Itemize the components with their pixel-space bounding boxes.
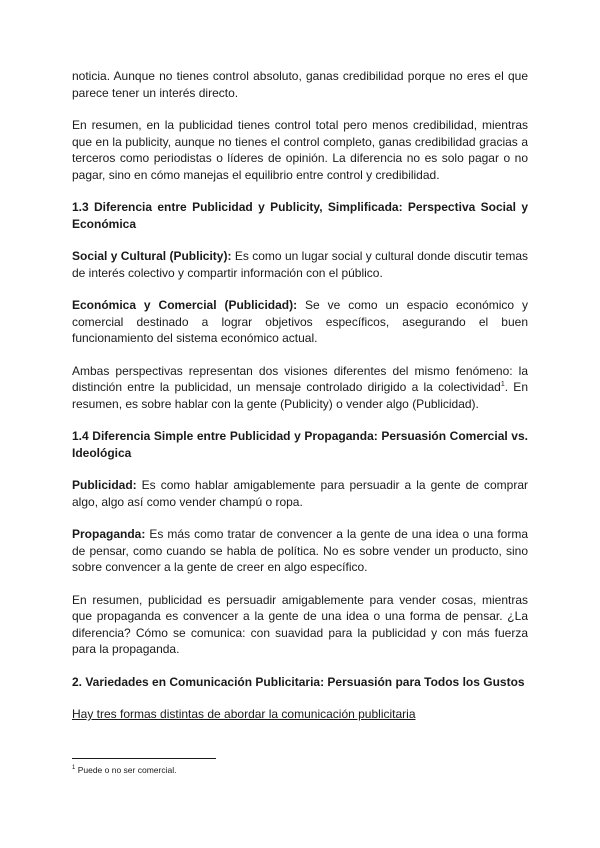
text-economica-comercial: Se ve como un espacio económico y comercial destinado a lograr objetivos específicos, asegurando el buen funcionamiento del sistema económico actual. [72, 298, 528, 345]
paragraph-summary-control: En resumen, en la publicidad tienes control total pero menos credibilidad, mientras que en la publicity, aunque no tienes el control completo, ganas credibilidad gracias a terceros como periodistas o líderes de opinión. La diferencia no es solo pagar o no pagar, sino en cómo manejas el equilibrio entre control y credibilidad. [72, 118, 528, 182]
text-ambas-2: . En resumen, es sobre hablar con la gente (Publicity) o vender algo (Publicidad). [72, 380, 528, 411]
paragraph-continuation: noticia. Aunque no tienes control absoluto, ganas credibilidad porque no eres el que parece tener un interés directo. [72, 69, 528, 100]
paragraph-publicidad [72, 477, 528, 510]
underlined-subheading: Hay tres formas distintas de abordar la comunicación publicitaria [72, 707, 416, 721]
footnote-divider [72, 758, 216, 759]
paragraph-economica-comercial [72, 297, 528, 347]
paragraph-social-cultural [72, 248, 528, 281]
text-publicidad: Es como hablar amigablemente para persuadir a la gente de comprar algo, algo así como vender champú o ropa. [72, 478, 528, 509]
label-economica-comercial: Económica y Comercial (Publicidad): [72, 298, 298, 312]
footnote-text: Puede o no ser comercial. [75, 765, 177, 775]
text-social-cultural: Es como un lugar social y cultural donde discutir temas de interés colectivo y compartir información con el público. [72, 249, 529, 280]
footnote-reference[interactable]: 1 [500, 381, 505, 388]
paragraph-summary-persuasion: En resumen, publicidad es persuadir amigablemente para vender cosas, mientras que propaganda es convencer a la gente de una idea o una forma de pensar. ¿La diferencia? Cómo se comunica: con suavidad para la publicidad y con más fuerza para la propaganda. [72, 592, 528, 656]
label-propaganda: Propaganda: [72, 527, 146, 541]
document-page [72, 68, 528, 723]
footnote [72, 764, 176, 776]
label-publicidad: Publicidad: [72, 478, 137, 492]
paragraph-ambas-perspectivas [72, 363, 528, 413]
label-social-cultural: Social y Cultural (Publicity): [72, 249, 232, 263]
paragraph-propaganda [72, 526, 528, 576]
heading-1-4: 1.4 Diferencia Simple entre Publicidad y Propaganda: Persuasión Comercial vs. Ideológica [72, 429, 528, 460]
text-propaganda: Es más como tratar de convencer a la gente de una idea o una forma de pensar, como cuando se habla de política. No es sobre vender un producto, sino sobre convencer a la gente de creer en algo específico. [72, 527, 528, 574]
heading-2: 2. Variedades en Comunicación Publicitaria: Persuasión para Todos los Gustos [72, 674, 525, 689]
text-ambas-1: Ambas perspectivas representan dos visiones diferentes del mismo fenómeno: la distinción entre la publicidad, un mensaje controlado dirigido a la colectividad [72, 363, 528, 394]
heading-1-3: 1.3 Diferencia entre Publicidad y Publicity, Simplificada: Perspectiva Social y Económica [72, 200, 528, 231]
footnote-number: 1 [72, 765, 76, 772]
